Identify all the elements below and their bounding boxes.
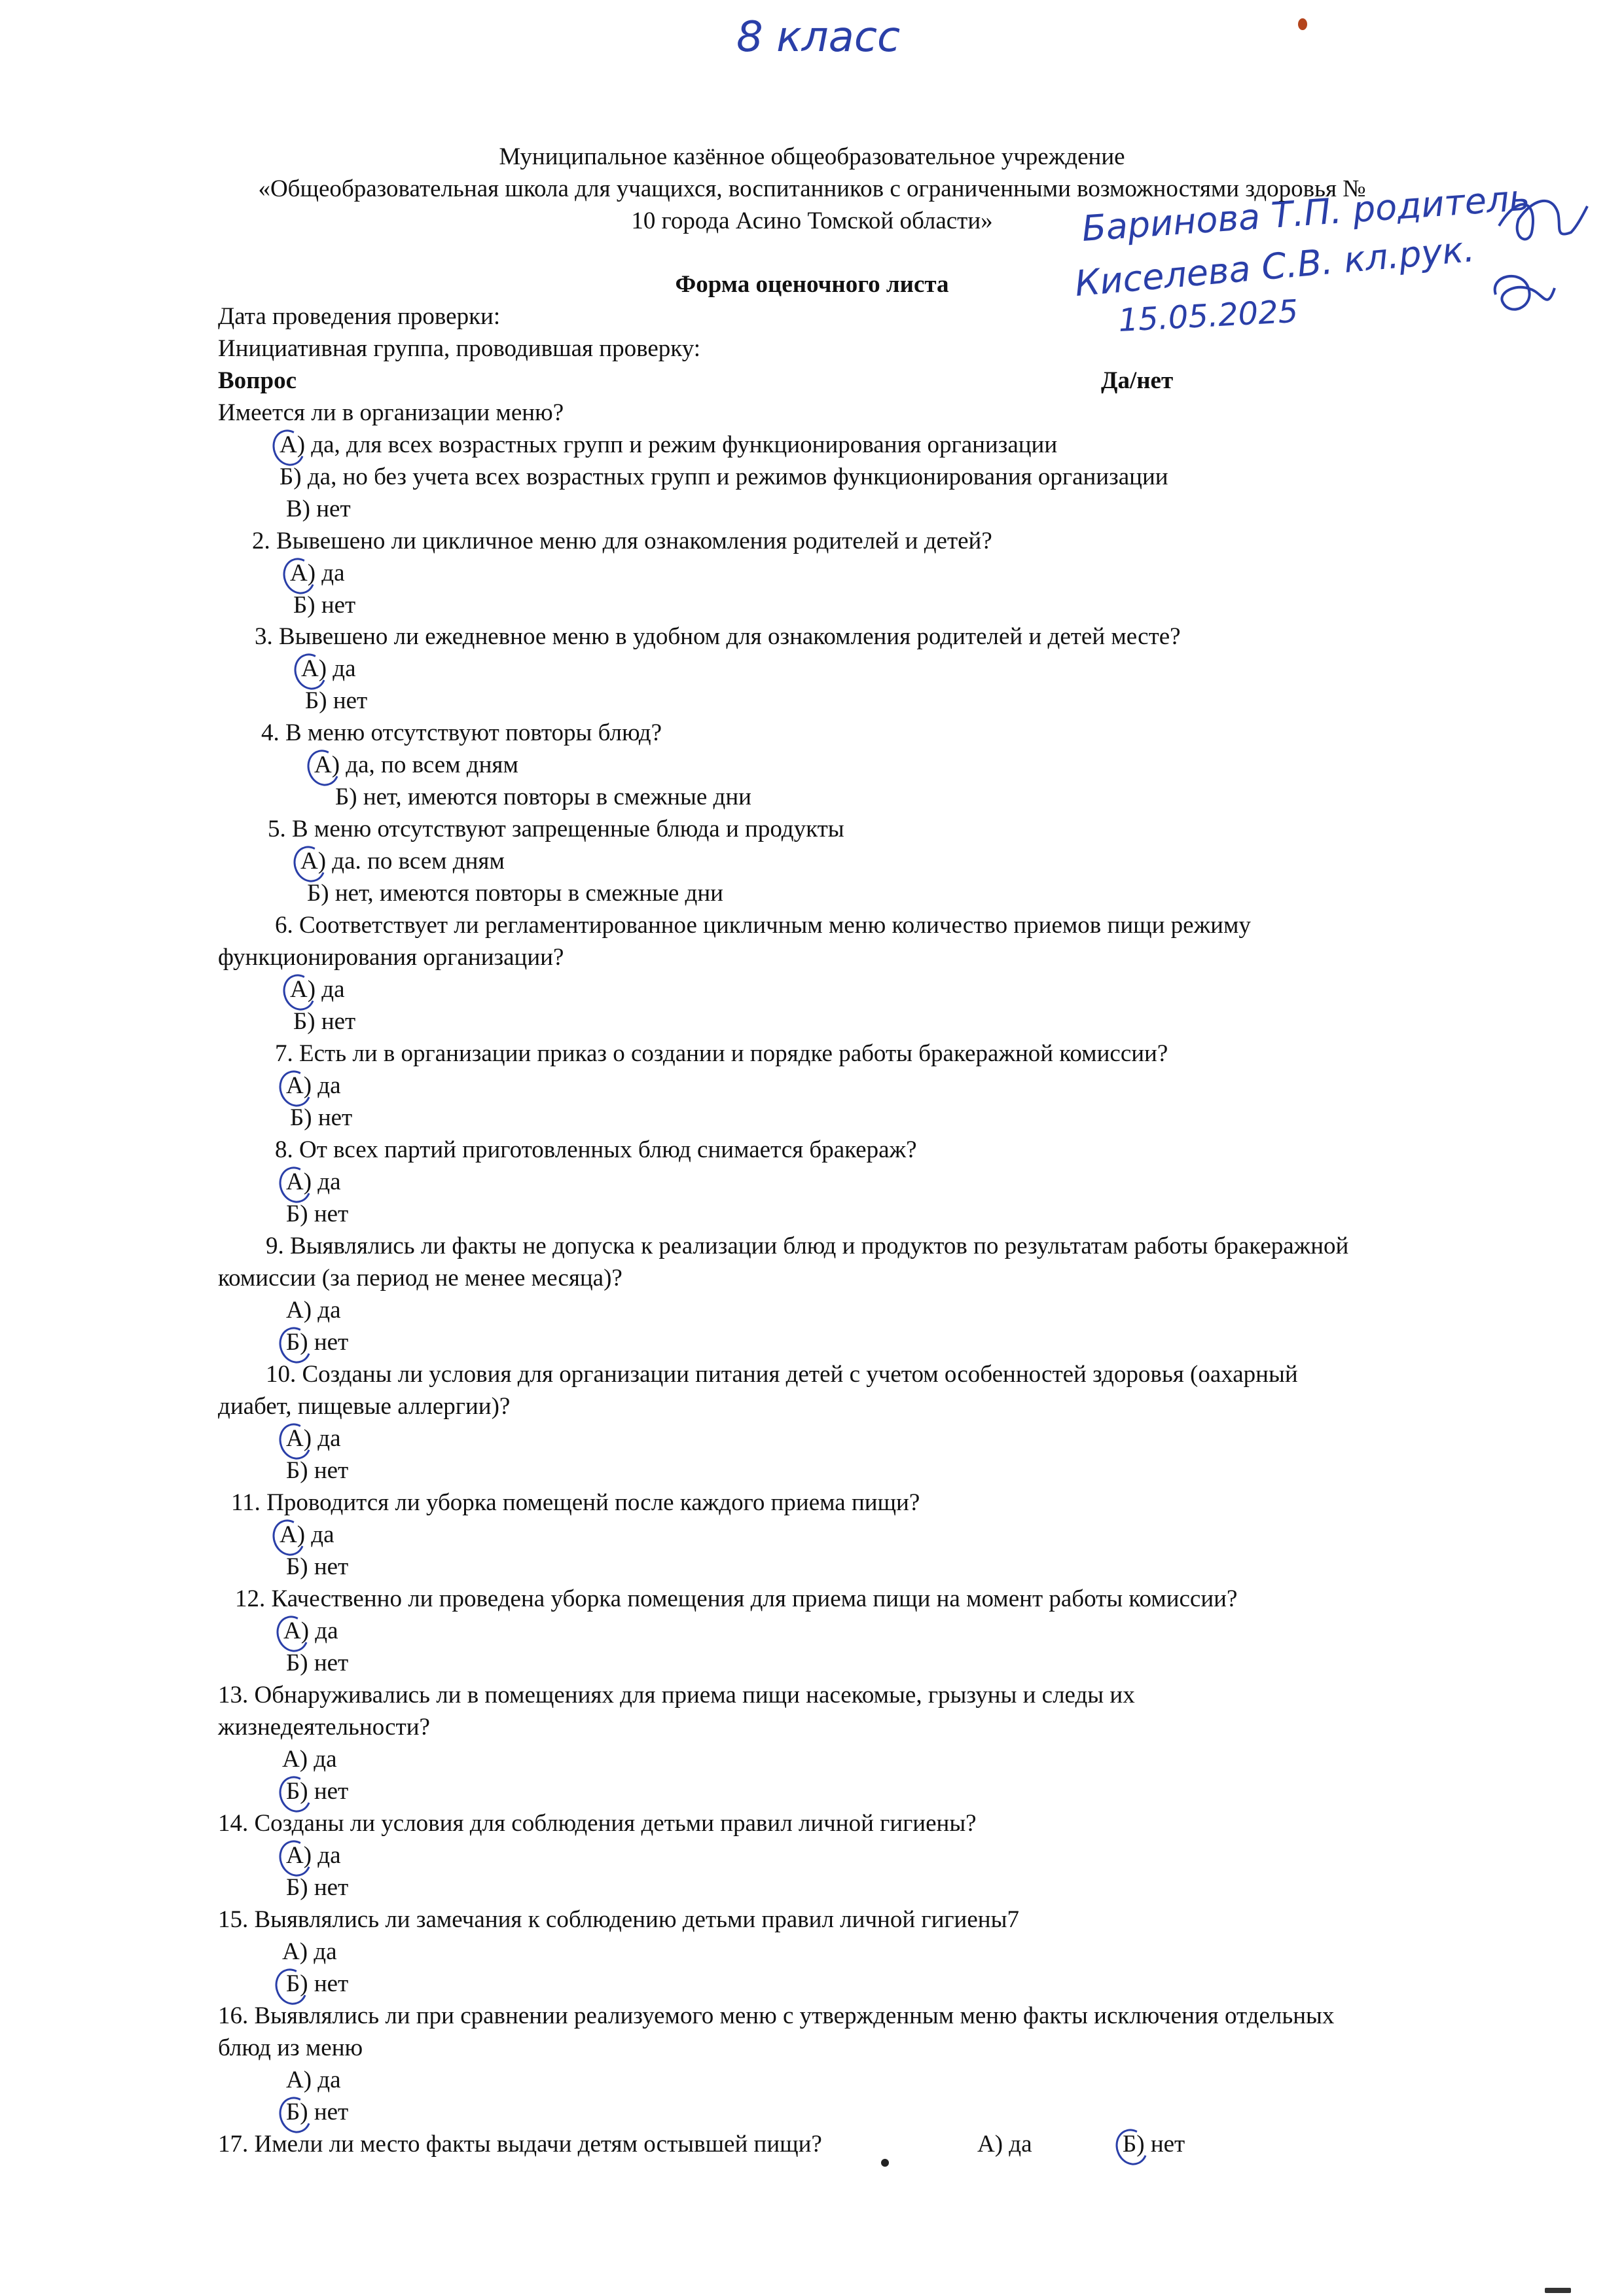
answer-option: А) да <box>282 1938 337 1965</box>
answer-option: А) да <box>290 976 345 1003</box>
answer-option: Б) нет <box>305 687 368 714</box>
answer-option: Б) нет <box>286 1553 349 1580</box>
question-line: диабет, пищевые аллергии)? <box>218 1393 511 1420</box>
column-question: Вопрос <box>218 367 297 394</box>
org-line-1: Муниципальное казённое общеобразовательное учреждение <box>499 143 1125 170</box>
question-line: 5. В меню отсутствуют запрещенные блюда и продукты <box>268 816 844 842</box>
scan-speck <box>1545 2288 1571 2293</box>
answer-option: Б) нет <box>293 1008 356 1035</box>
question-line: 3. Вывешено ли ежедневное меню в удобном для ознакомления родителей и детей месте? <box>255 623 1181 650</box>
answer-option: Б) нет <box>286 1650 349 1676</box>
question-line: жизнедеятельности? <box>218 1714 430 1741</box>
date-field-label: Дата проведения проверки: <box>218 303 501 330</box>
answer-option: А) да, для всех возрастных групп и режим функционирования организации <box>280 431 1058 458</box>
answer-option: А) да <box>286 2067 341 2093</box>
question-line: 9. Выявлялись ли факты не допуска к реализации блюд и продуктов по результатам работы бракеражной <box>266 1233 1349 1259</box>
answer-option: А) да <box>286 1297 341 1324</box>
answer-option: А) да <box>283 1617 338 1644</box>
answer-option: А) да <box>280 1521 334 1548</box>
ink-spot <box>881 2159 889 2167</box>
handwritten-inspector-2: Киселева С.В. кл.рук. <box>1073 228 1477 304</box>
answer-option: Б) нет <box>286 1329 349 1356</box>
question-line: функционирования организации? <box>218 944 564 971</box>
form-title: Форма оценочного листа <box>675 271 949 298</box>
question-line: 14. Созданы ли условия для соблюдения детьми правил личной гигиены? <box>218 1810 977 1837</box>
answer-option: Б) нет, имеются повторы в смежные дни <box>307 880 723 907</box>
question-line: комиссии (за период не менее месяца)? <box>218 1265 623 1292</box>
question-line: 10. Созданы ли условия для организации питания детей с учетом особенностей здоровья (оахарный <box>266 1361 1298 1388</box>
org-line-2: «Общеобразовательная школа для учащихся, воспитанников с ограниченными возможностями здоровья № <box>258 175 1366 202</box>
org-line-3: 10 города Асино Томской области» <box>631 208 993 234</box>
answer-option: Б) нет <box>286 2099 349 2125</box>
question-line: 7. Есть ли в организации приказ о создании и порядке работы бракеражной комиссии? <box>275 1040 1168 1067</box>
answer-option: А) да <box>282 1746 337 1773</box>
answer-option: А) да <box>301 655 356 682</box>
handwritten-inspector-1: Баринова Т.П. родитель <box>1080 177 1532 249</box>
q17-option-b: Б) нет <box>1123 2131 1185 2158</box>
question-line: блюд из меню <box>218 2034 363 2061</box>
question-line: 2. Вывешено ли цикличное меню для ознакомления родителей и детей? <box>252 528 992 554</box>
ink-spot <box>1298 18 1307 30</box>
q17-option-a: А) да <box>977 2131 1032 2158</box>
group-field-label: Инициативная группа, проводившая проверку: <box>218 335 700 362</box>
answer-option: Б) нет <box>286 1201 349 1227</box>
answer-option: В) нет <box>286 496 351 522</box>
question-line: 8. От всех партий приготовленных блюд снимается бракераж? <box>275 1136 917 1163</box>
question-line: 6. Соответствует ли регламентированное цикличным меню количество приемов пищи режиму <box>275 912 1251 939</box>
answer-option: А) да <box>290 560 345 587</box>
answer-option: Б) да, но без учета всех возрастных групп и режимов функционирования организации <box>280 463 1168 490</box>
answer-option: Б) нет <box>293 592 356 619</box>
answer-option: Б) нет <box>286 1457 349 1484</box>
question-line: 13. Обнаруживались ли в помещениях для приема пищи насекомые, грызуны и следы их <box>218 1682 1135 1708</box>
handwritten-class-note: 8 класс <box>736 13 901 62</box>
question-line: 4. В меню отсутствуют повторы блюд? <box>261 719 662 746</box>
answer-option: Б) нет <box>290 1104 353 1131</box>
answer-option: Б) нет, имеются повторы в смежные дни <box>335 784 751 810</box>
answer-option: А) да. по всем дням <box>300 848 505 875</box>
question-line: 12. Качественно ли проведена уборка помещения для приема пищи на момент работы комиссии? <box>235 1585 1238 1612</box>
question-line: Имеется ли в организации меню? <box>218 399 564 426</box>
answer-option: А) да, по всем дням <box>314 751 518 778</box>
answer-option: Б) нет <box>286 1778 349 1805</box>
column-answer: Да/нет <box>1101 367 1174 394</box>
question-line: 15. Выявлялись ли замечания к соблюдению детьми правил личной гигиены7 <box>218 1906 1019 1933</box>
question-17: 17. Имели ли место факты выдачи детям остывшей пищи? <box>218 2131 822 2158</box>
handwritten-date: 15.05.2025 <box>1117 293 1299 339</box>
question-line: 16. Выявлялись ли при сравнении реализуемого меню с утвержденным меню факты исключения отдельных <box>218 2002 1335 2029</box>
answer-option: Б) нет <box>286 1970 349 1997</box>
answer-option: А) да <box>286 1168 341 1195</box>
answer-option: А) да <box>286 1842 341 1869</box>
answer-option: А) да <box>286 1072 341 1099</box>
answer-option: Б) нет <box>286 1874 349 1901</box>
answer-option: А) да <box>286 1425 341 1452</box>
question-line: 11. Проводится ли уборка помещенй после каждого приема пищи? <box>231 1489 920 1516</box>
